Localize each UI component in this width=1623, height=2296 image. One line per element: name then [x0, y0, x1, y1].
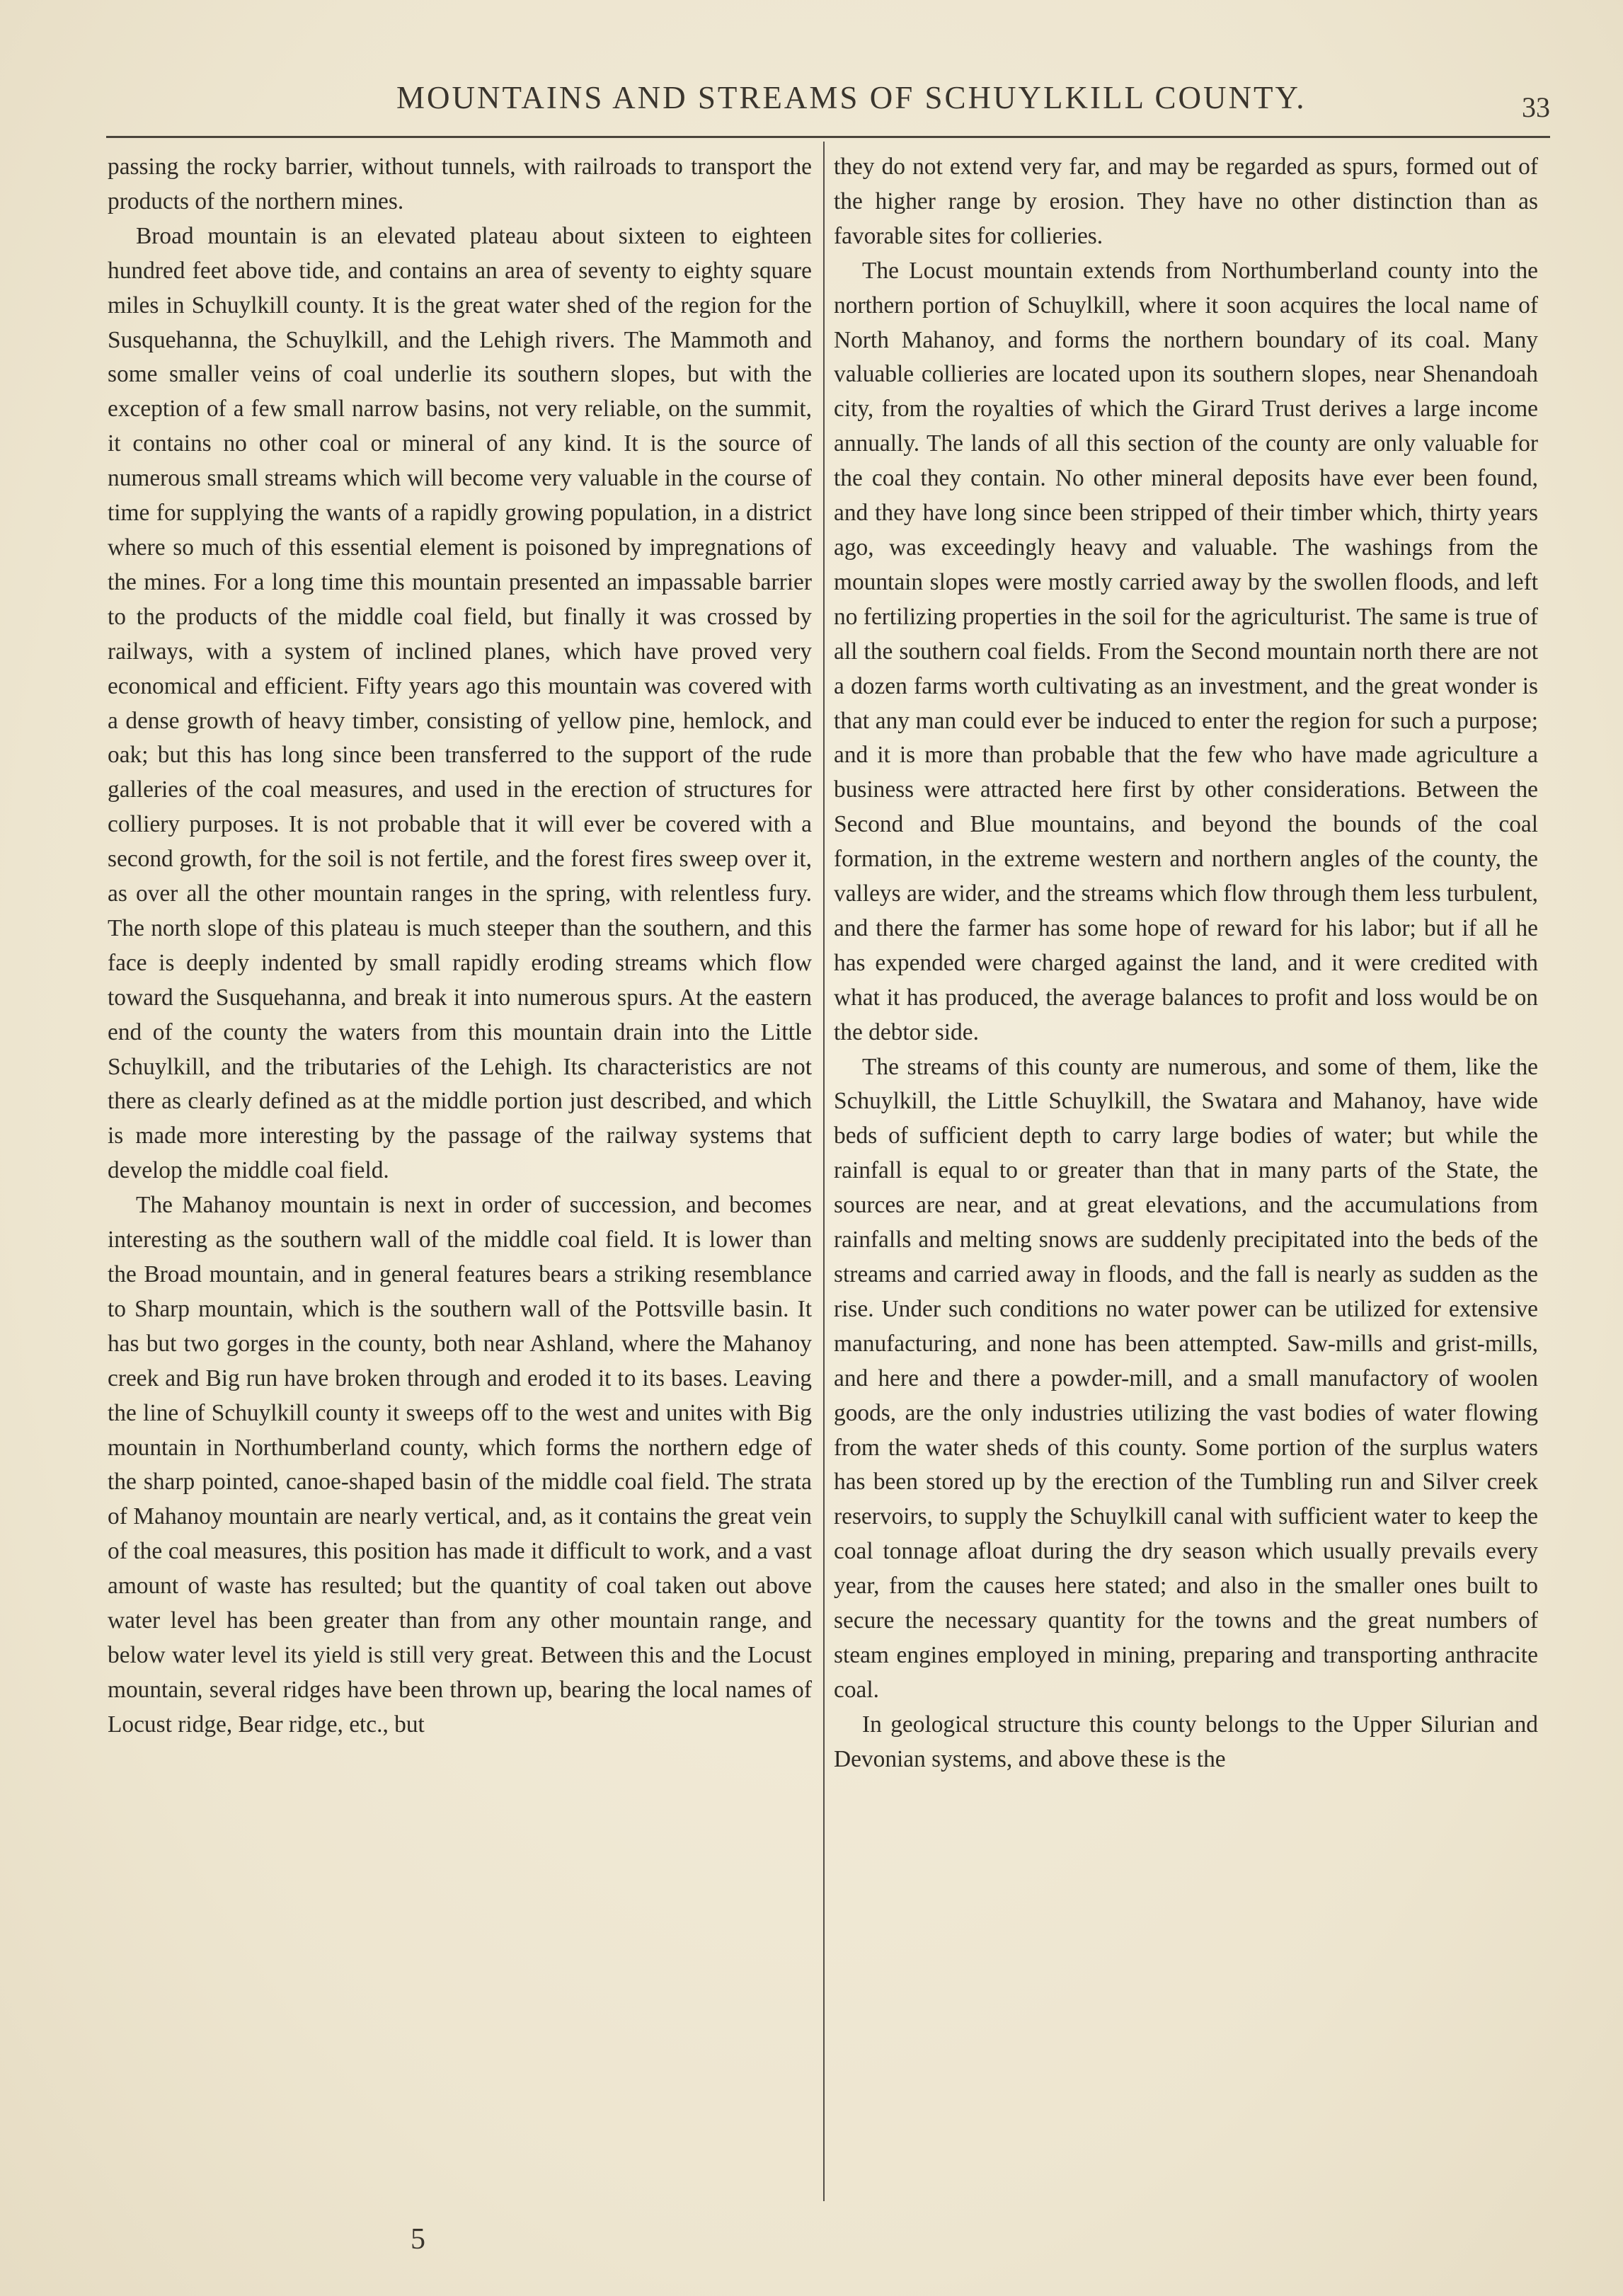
running-title: MOUNTAINS AND STREAMS OF SCHUYLKILL COUNTY.: [396, 80, 1307, 115]
left-column: [108, 150, 812, 1743]
header-rule: [106, 136, 1550, 138]
paragraph: passing the rocky barrier, without tunnels, with railroads to transport the products of the northern mines.: [108, 154, 812, 214]
right-column: [834, 150, 1538, 1777]
paragraph: The Locust mountain extends from Northumberland county into the northern portion of Schuylkill, where it soon acquires the local name of North Mahanoy, and forms the northern boundary of its coal. Many valuable collieries are located upon its southern slopes, near Shenandoah city, from the royalties of which the Girard Trust derives a large income annually. The lands of all this section of the county are only valuable for the coal they contain. No other mineral deposits have ever been found, and they have long since been stripped of their timber which, thirty years ago, was exceedingly heavy and valuable. The washings from the mountain slopes were mostly carried away by the swollen floods, and left no fertilizing properties in the soil for the agriculturist. The same is true of all the southern coal fields. From the Second mountain north there are not a dozen farms worth cultivating as an investment, and the great wonder is that any man could ever be induced to enter the region for such a purpose; and it is more than probable that the few who have made agriculture a business were attracted here first by other considerations. Between the Second and Blue mountains, and beyond the bounds of the coal formation, in the extreme western and northern angles of the county, the valleys are wider, and the streams which flow through them less turbulent, and there the farmer has some hope of reward for his labor; but if all he has expended were charged against the land, and it were credited with what it has produced, the average balances to profit and loss would be on the debtor side.: [834, 257, 1538, 1045]
paragraph: Broad mountain is an elevated plateau about sixteen to eighteen hundred feet above tide, and contains an area of seventy to eighty square miles in Schuylkill county. It is the great water shed of the region for the Susquehanna, the Schuylkill, and the Lehigh rivers. The Mammoth and some smaller veins of coal underlie its southern slopes, but with the exception of a few small narrow basins, not very reliable, on the summit, it contains no other coal or mineral of any kind. It is the source of numerous small streams which will become very valuable in the course of time for supplying the wants of a rapidly growing population, in a district where so much of this essential element is poisoned by impregnations of the mines. For a long time this mountain presented an impassable barrier to the products of the middle coal field, but finally it was crossed by railways, with a system of inclined planes, which have proved very economical and efficient. Fifty years ago this mountain was covered with a dense growth of heavy timber, consisting of yellow pine, hemlock, and oak; but this has long since been transferred to the support of the rude galleries of the coal measures, and used in the erection of structures for colliery purposes. It is not probable that it will ever be covered with a second growth, for the soil is not fertile, and the forest fires sweep over it, as over all the other mountain ranges in the spring, with relentless fury. The north slope of this plateau is much steeper than the southern, and this face is deeply indented by small rapidly eroding streams which flow toward the Susquehanna, and break it into numerous spurs. At the eastern end of the county the waters from this mountain drain into the Little Schuylkill, and the tributaries of the Lehigh. Its characteristics are not there as clearly defined as at the middle portion just described, and which is made more interesting by the passage of the railway systems that develop the middle coal field.: [108, 222, 812, 1184]
paragraph: In geological structure this county belongs to the Upper Silurian and Devonian systems, and above these is the: [834, 1711, 1538, 1772]
paragraph: The streams of this county are numerous, and some of them, like the Schuylkill, the Little Schuylkill, the Swatara and Mahanoy, have wide beds of sufficient depth to carry large bodies of water; but while the rainfall is equal to or greater than that in many parts of the State, the sources are near, and at great elevations, and the accumulations from rainfalls and melting snows are suddenly precipitated into the beds of the streams and carried away in floods, and the fall is nearly as sudden as the rise. Under such conditions no water power can be utilized for extensive manufacturing, and none has been attempted. Saw-mills and grist-mills, and here and there a powder-mill, and a small manufactory of woolen goods, are the only industries utilizing the vast bodies of water flowing from the water sheds of this county. Some portion of the surplus waters has been stored up by the erection of the Tumbling run and Silver creek reservoirs, to supply the Schuylkill canal with sufficient water to keep the coal tonnage afloat during the dry season which usually prevails every year, from the causes here stated; and also in the smaller ones built to secure the necessary quantity for the towns and the great numbers of steam engines employed in mining, preparing and transporting anthracite coal.: [834, 1053, 1538, 1703]
paragraph: The Mahanoy mountain is next in order of succession, and becomes interesting as the southern wall of the middle coal field. It is lower than the Broad mountain, and in general features bears a striking resemblance to Sharp mountain, which is the southern wall of the Pottsville basin. It has but two gorges in the county, both near Ashland, where the Mahanoy creek and Big run have broken through and eroded it to its bases. Leaving the line of Schuylkill county it sweeps off to the west and unites with Big mountain in Northumberland county, which forms the northern edge of the sharp pointed, canoe-shaped basin of the middle coal field. The strata of Mahanoy mountain are nearly vertical, and, as it contains the great vein of the coal measures, this position has made it difficult to work, and a vast amount of waste has resulted; but the quantity of coal taken out above water level has been greater than from any other mountain range, and below water level its yield is still very great. Between this and the Locust mountain, several ridges have been thrown up, bearing the local names of Locust ridge, Bear ridge, etc., but: [108, 1192, 812, 1738]
paragraph: they do not extend very far, and may be regarded as spurs, formed out of the higher range by erosion. They have no other distinction than as favorable sites for collieries.: [834, 154, 1538, 249]
signature-mark: 5: [411, 2223, 425, 2256]
page-number: 33: [1522, 91, 1550, 123]
column-divider: [823, 142, 825, 2201]
page-header: [106, 79, 1550, 136]
